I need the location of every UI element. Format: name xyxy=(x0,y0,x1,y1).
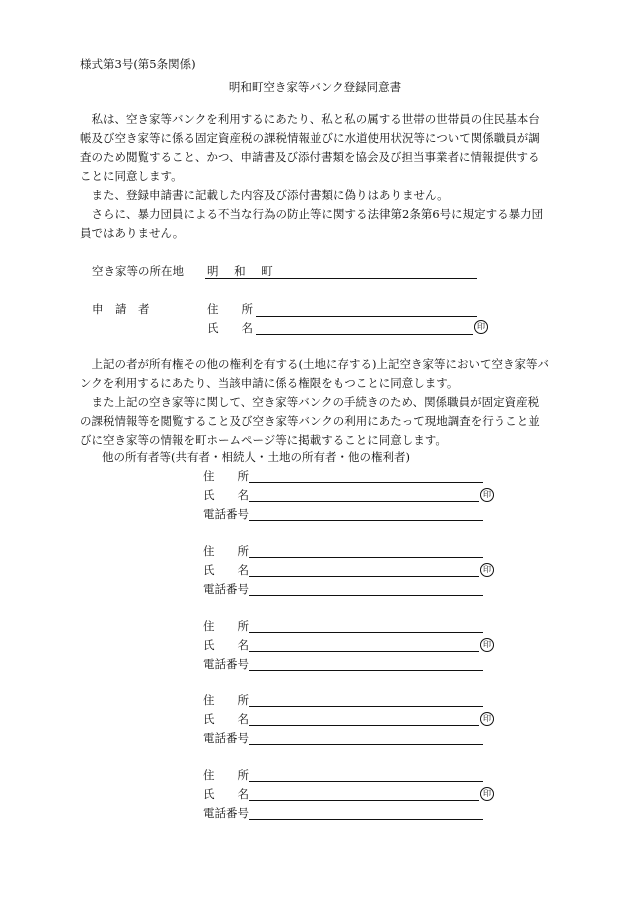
consent-paragraph-3: さらに、暴力団員による不当な行為の防止等に関する法律第2条第6号に規定する暴力団員ではありません。 xyxy=(80,207,544,240)
applicant-name-label: 氏 名 xyxy=(207,321,253,335)
owner-phone-label: 電話番号 xyxy=(203,731,249,745)
seal-mark: 印 xyxy=(480,638,494,652)
owner-phone-field[interactable] xyxy=(249,520,483,521)
owner-phone-field[interactable] xyxy=(249,744,483,745)
owner-name-label: 氏 名 xyxy=(203,563,249,577)
owner-address-label: 住 所 xyxy=(203,544,249,558)
owner-phone-field[interactable] xyxy=(249,819,483,820)
consent-paragraph-2: また、登録申請書に記載した内容及び添付書類に偽りはありません。 xyxy=(91,188,449,202)
owner-phone-label: 電話番号 xyxy=(203,507,249,521)
owner-name-field[interactable] xyxy=(249,800,479,801)
owner-phone-field[interactable] xyxy=(249,670,483,671)
location-field-line[interactable] xyxy=(205,278,477,279)
other-owners-heading: 他の所有者等(共有者・相続人・土地の所有者・他の権利者) xyxy=(102,450,410,464)
owner-address-label: 住 所 xyxy=(203,469,249,483)
applicant-address-label: 住 所 xyxy=(207,302,253,316)
seal-mark: 印 xyxy=(480,787,494,801)
owner-name-field[interactable] xyxy=(249,651,479,652)
seal-mark: 印 xyxy=(474,320,488,334)
seal-mark: 印 xyxy=(480,712,494,726)
owner-name-field[interactable] xyxy=(249,725,479,726)
document-title: 明和町空き家等バンク登録同意書 xyxy=(228,80,402,94)
owner-phone-label: 電話番号 xyxy=(203,582,249,596)
applicant-label: 申 請 者 xyxy=(92,302,150,316)
owner-address-field[interactable] xyxy=(249,781,483,782)
owner-name-field[interactable] xyxy=(249,576,479,577)
owners-paragraph-2: また上記の空き家等に関して、空き家等バンクの手続きのため、関係職員が固定資産税の課税情報等を閲覧すること及び空き家等バンクの利用にあたって現地調査を行うこと並びに空き家等の情報を町ホームページ等に掲載することに同意します。 xyxy=(80,395,540,447)
owner-name-label: 氏 名 xyxy=(203,712,249,726)
owner-phone-field[interactable] xyxy=(249,595,483,596)
seal-mark: 印 xyxy=(480,563,494,577)
owner-phone-label: 電話番号 xyxy=(203,657,249,671)
location-label: 空き家等の所在地 xyxy=(92,264,184,278)
owner-address-field[interactable] xyxy=(249,706,483,707)
owners-paragraph-1: 上記の者が所有権その他の権利を有する(土地に存する)上記空き家等において空き家等バンクを利用するにあたり、当該申請に係る権限をもつことに同意します。 xyxy=(80,357,549,390)
consent-paragraphs xyxy=(80,110,550,243)
owner-name-label: 氏 名 xyxy=(203,787,249,801)
consent-paragraph-1: 私は、空き家等バンクを利用するにあたり、私と私の属する世帯の世帯員の住民基本台帳及び空き家等に係る固定資産税の課税情報並びに水道使用状況等について関係職員が調査のため閲覧すること、かつ、申請書及び添付書類を協会及び担当事業者に情報提供することに同意します。 xyxy=(80,112,540,183)
location-value: 明 和 町 xyxy=(207,264,279,278)
owner-address-field[interactable] xyxy=(249,482,483,483)
owner-address-label: 住 所 xyxy=(203,693,249,707)
applicant-address-field[interactable] xyxy=(256,316,477,317)
owner-address-field[interactable] xyxy=(249,632,483,633)
seal-mark: 印 xyxy=(480,488,494,502)
owner-phone-label: 電話番号 xyxy=(203,806,249,820)
owners-paragraphs xyxy=(80,355,550,450)
owner-name-field[interactable] xyxy=(249,501,479,502)
form-number: 様式第3号(第5条関係) xyxy=(80,57,196,71)
owner-address-label: 住 所 xyxy=(203,619,249,633)
owner-address-field[interactable] xyxy=(249,557,483,558)
owner-name-label: 氏 名 xyxy=(203,638,249,652)
applicant-name-field[interactable] xyxy=(256,334,473,335)
owner-name-label: 氏 名 xyxy=(203,488,249,502)
owner-address-label: 住 所 xyxy=(203,768,249,782)
